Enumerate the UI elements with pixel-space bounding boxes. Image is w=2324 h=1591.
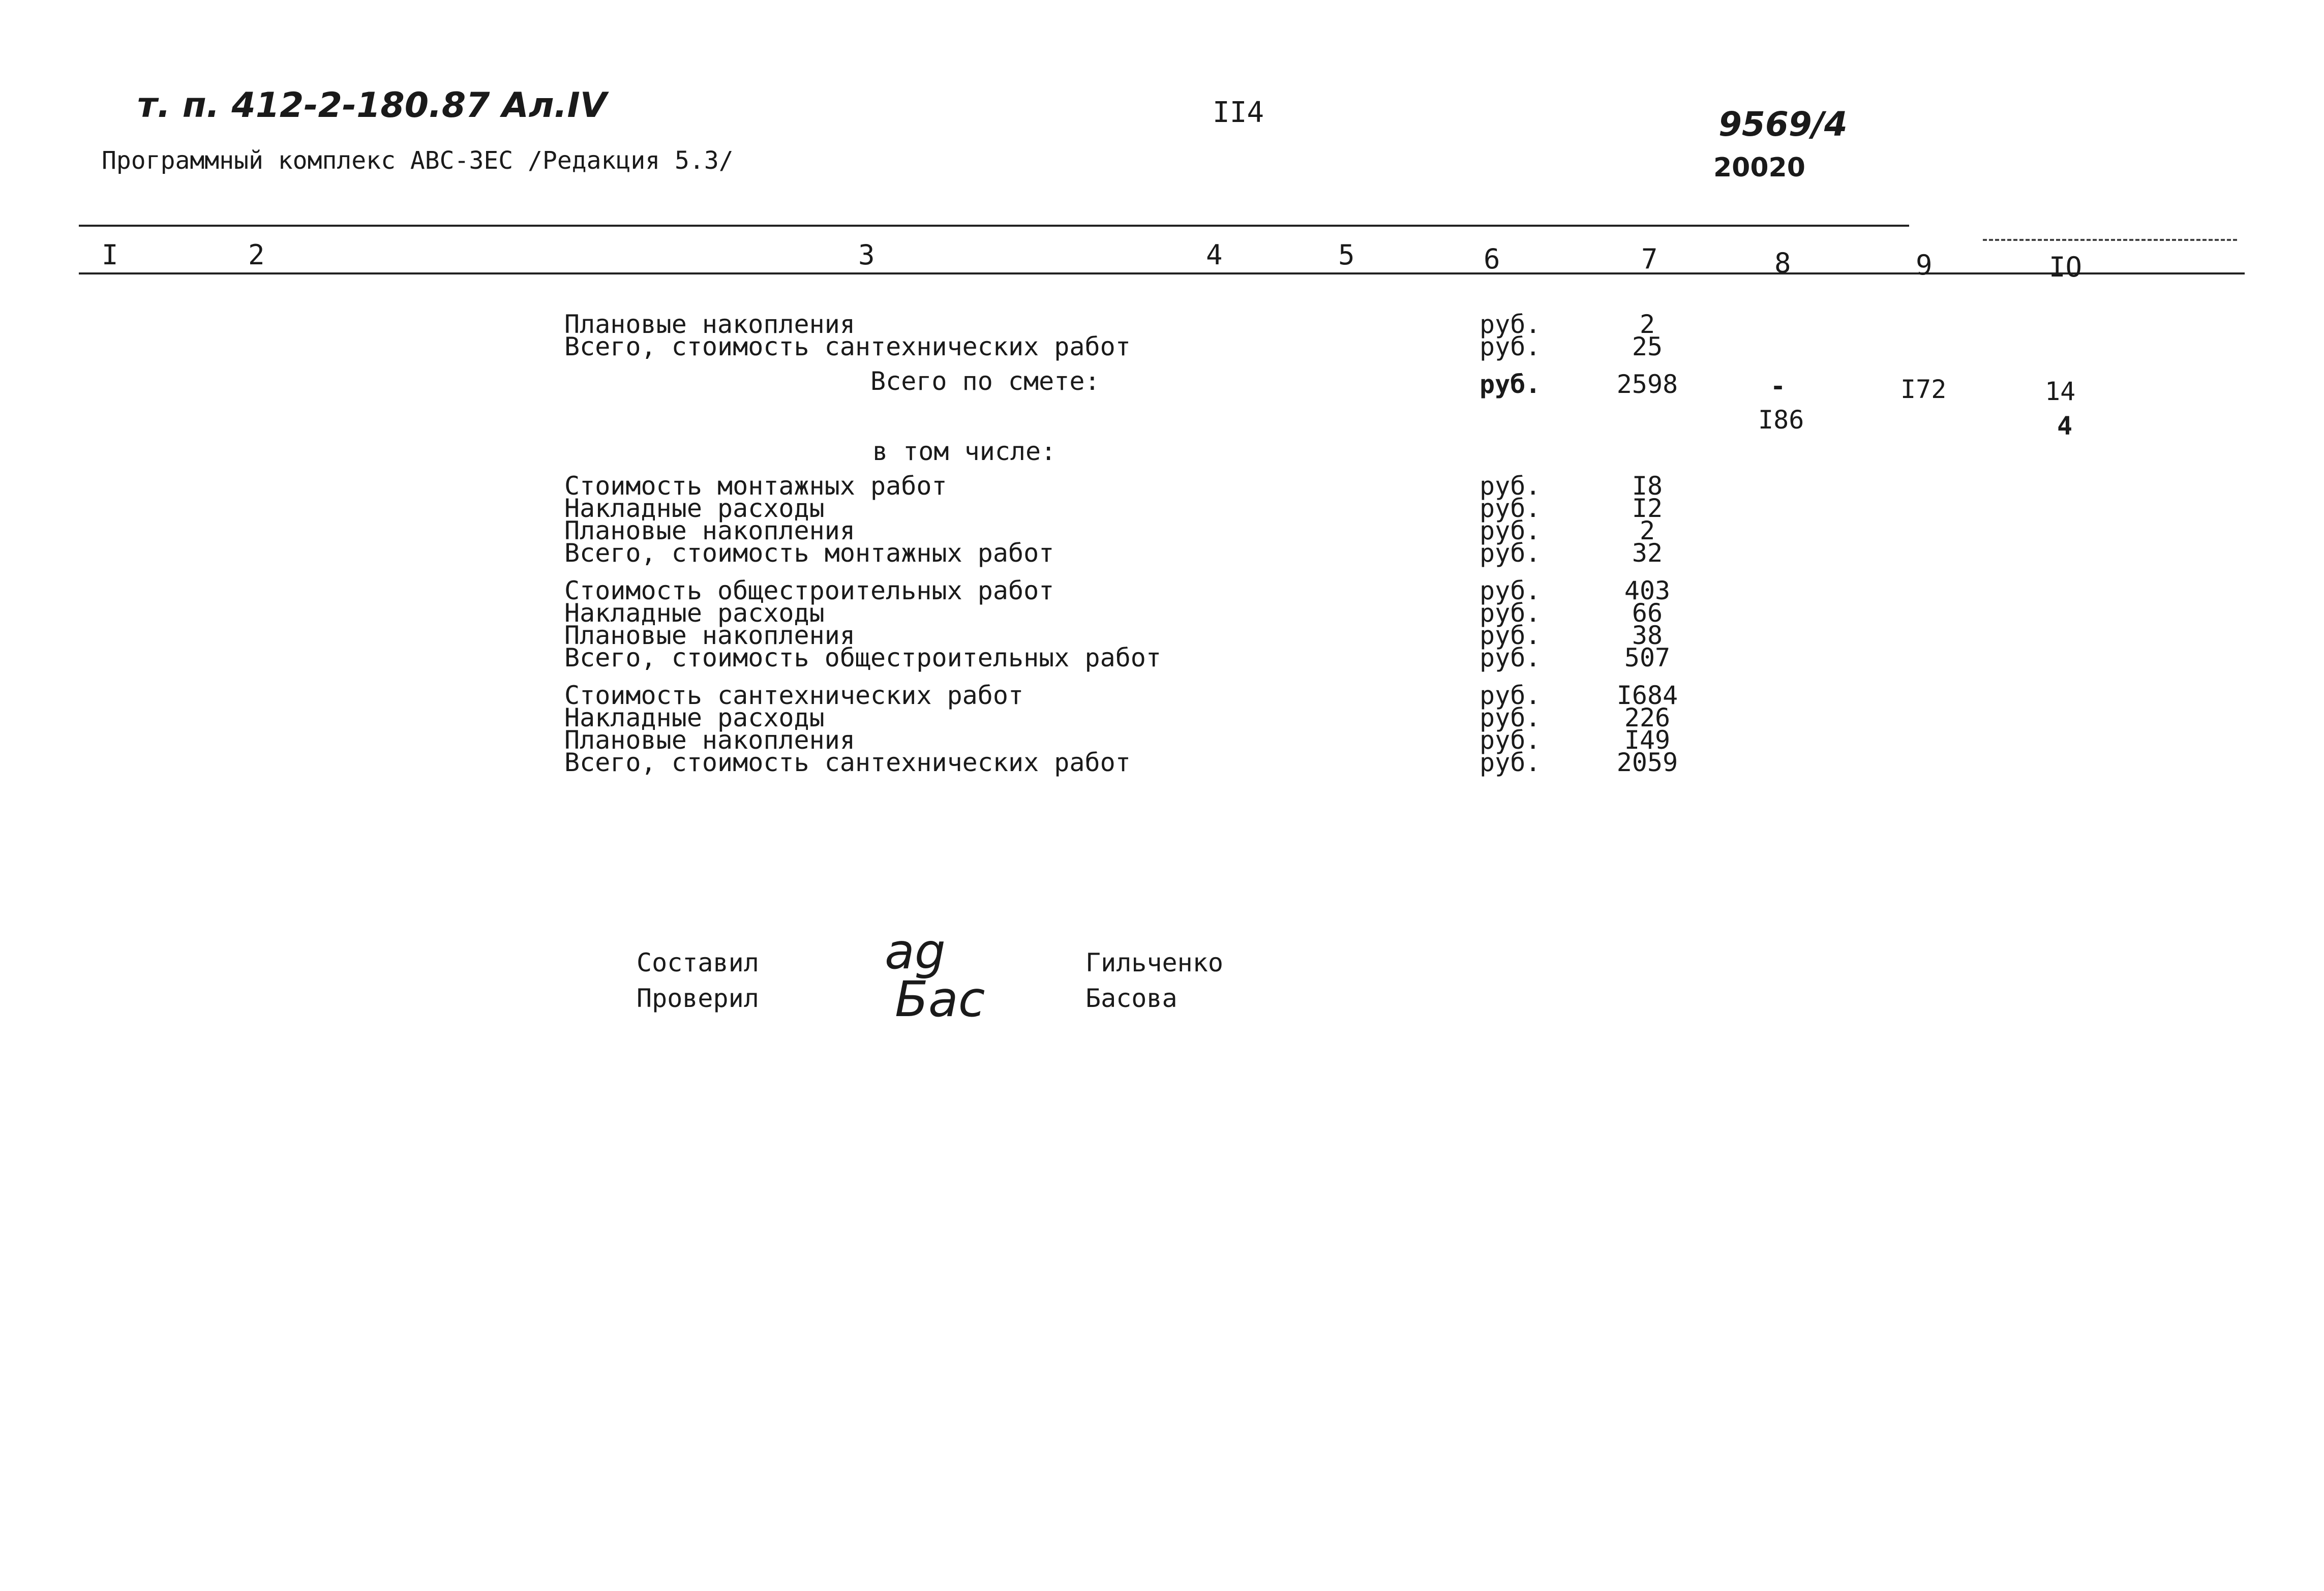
page-number: II4 — [1213, 96, 1264, 129]
column-number-10: IO — [2049, 251, 2082, 283]
column-number-5: 5 — [1338, 239, 1355, 271]
row-value: 2059 — [1616, 748, 1678, 777]
row-unit: руб. — [1480, 703, 1541, 732]
compiled-name: Гильченко — [1085, 948, 1223, 977]
column-number-4: 4 — [1206, 239, 1223, 271]
column-number-3: 3 — [858, 239, 875, 271]
row-label: Всего, стоимость монтажных работ — [564, 538, 1054, 568]
row-unit: руб. — [1480, 576, 1541, 605]
header-rule-top-right — [1983, 239, 2237, 241]
column-number-1: I — [102, 239, 118, 271]
row-value: 507 — [1624, 643, 1671, 672]
column-number-7: 7 — [1641, 243, 1658, 275]
total-value: 2598 — [1616, 370, 1678, 399]
row-label: Накладные расходы — [564, 598, 825, 628]
row-label: Всего, стоимость сантехнических работ — [564, 332, 1131, 361]
row-value: 2 — [1639, 516, 1655, 545]
checked-name: Басова — [1085, 984, 1178, 1013]
total-col10-bottom: 4 — [2057, 411, 2073, 441]
row-value: 2 — [1639, 310, 1655, 339]
row-value: I49 — [1624, 725, 1671, 755]
header-rule-top — [79, 225, 1909, 227]
row-label: Стоимость общестроительных работ — [564, 576, 1054, 605]
row-label: Плановые накопления — [564, 310, 855, 339]
row-value: 66 — [1632, 598, 1663, 628]
total-col8-top: - — [1770, 372, 1786, 401]
row-unit: руб. — [1480, 621, 1541, 650]
software-title: Программный комплекс АВС-3ЕС /Редакция 5.3/ — [102, 146, 734, 175]
row-value: I2 — [1632, 494, 1663, 523]
row-unit: руб. — [1480, 494, 1541, 523]
including-label: в том числе: — [872, 437, 1057, 466]
row-label: Стоимость монтажных работ — [564, 471, 947, 501]
row-value: I684 — [1616, 681, 1678, 710]
compiled-signature: ag — [885, 923, 946, 980]
checked-signature: Бас — [895, 971, 985, 1028]
row-label: Накладные расходы — [564, 703, 825, 732]
row-unit: руб. — [1480, 471, 1541, 501]
row-unit: руб. — [1480, 516, 1541, 545]
sheet-code: 9569/4 — [1718, 105, 1848, 144]
row-unit: руб. — [1480, 598, 1541, 628]
total-unit: руб. — [1480, 370, 1541, 399]
total-label: Всего по смете: — [870, 366, 1100, 396]
sheet-number: 20020 — [1713, 152, 1805, 183]
row-unit: руб. — [1480, 748, 1541, 777]
row-label: Всего, стоимость общестроительных работ — [564, 643, 1161, 672]
column-number-9: 9 — [1916, 249, 1933, 281]
total-col8-bottom: I86 — [1758, 405, 1804, 435]
row-unit: руб. — [1480, 725, 1541, 755]
row-value: I8 — [1632, 471, 1663, 501]
row-value: 403 — [1624, 576, 1671, 605]
row-unit: руб. — [1480, 681, 1541, 710]
row-label: Плановые накопления — [564, 725, 855, 755]
row-label: Всего, стоимость сантехнических работ — [564, 748, 1131, 777]
checked-label: Проверил — [637, 984, 759, 1013]
row-unit: руб. — [1480, 538, 1541, 568]
row-label: Плановые накопления — [564, 621, 855, 650]
row-value: 25 — [1632, 332, 1663, 361]
row-unit: руб. — [1480, 643, 1541, 672]
row-label: Плановые накопления — [564, 516, 855, 545]
total-col10-top: 14 — [2045, 377, 2076, 406]
row-label: Накладные расходы — [564, 494, 825, 523]
column-number-2: 2 — [248, 239, 265, 271]
row-value: 32 — [1632, 538, 1663, 568]
project-code: т. п. 412-2-180.87 Ал.IV — [137, 85, 607, 126]
row-label: Стоимость сантехнических работ — [564, 681, 1024, 710]
row-unit: руб. — [1480, 310, 1541, 339]
column-number-8: 8 — [1774, 247, 1791, 279]
row-value: 226 — [1624, 703, 1671, 732]
compiled-label: Составил — [637, 948, 759, 977]
total-col9: I72 — [1900, 375, 1947, 404]
row-unit: руб. — [1480, 332, 1541, 361]
row-value: 38 — [1632, 621, 1663, 650]
column-number-6: 6 — [1484, 243, 1500, 275]
